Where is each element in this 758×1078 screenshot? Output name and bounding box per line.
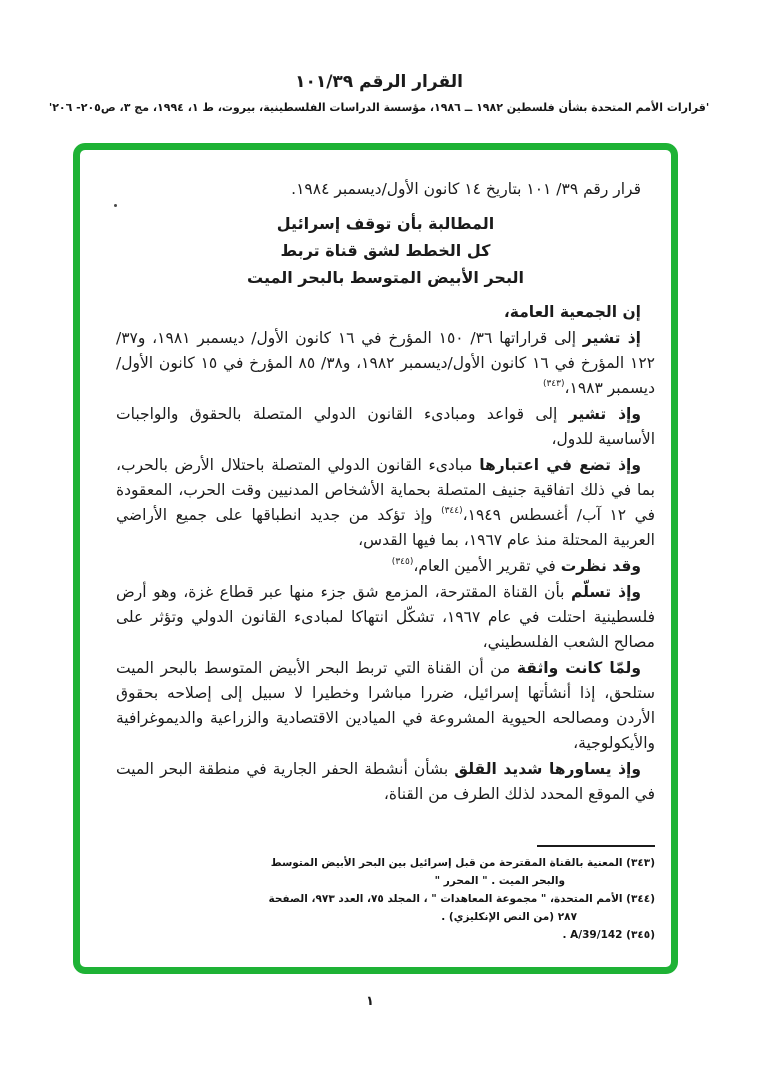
paragraph-considered-report (116, 554, 655, 579)
paragraph-lead: إن الجمعية العامة، (503, 303, 641, 321)
paragraph-recalling (116, 326, 655, 401)
footnote-ref: (٣٤٣) (542, 379, 565, 389)
green-annotation-frame (73, 143, 678, 974)
paragraph-lead: وإذ تضع في اعتبارها (479, 456, 641, 474)
paragraph-text: بأن القناة المقترحة، المزمع شق جزء منها عبر قطاع غزة، وهو أرض فلسطينية احتلت في عام ١٩٦٧، تشكّل انتهاكا لمبادىء القانون الدولي وتؤثر على مصالح الشعب الفلسطيني، (116, 583, 655, 651)
paragraph-recalling-principles (116, 402, 655, 452)
paragraph-text: في تقرير الأمين العام، (413, 557, 561, 575)
paragraph-lead: وإذ تسلّم (571, 583, 642, 601)
paragraph-lead: وإذ يساورها شديد القلق (454, 760, 641, 778)
footnote-344-line1: (٣٤٤) الأمم المتحدة، " مجموعة المعاهدات " ، المجلد ٧٥، العدد ٩٧٣، الصفحة (268, 893, 655, 905)
paragraph-lead: إذ تشير (582, 329, 641, 347)
resolution-body (116, 300, 655, 807)
resolution-title (116, 210, 655, 291)
footnote-separator (537, 845, 655, 847)
paragraph-text: إلى قراراتها ٣٦/ ١٥٠ المؤرخ في ١٦ كانون الأول/ ديسمبر ١٩٨١، و٣٧/ ١٢٢ المؤرخ في ١٦ كانون الأول/ديسمبر ١٩٨٢، و٣٨/ ٨٥ المؤرخ في ١٥ كانون الأول/ديسمبر ١٩٨٣، (116, 329, 656, 397)
footnotes-section (116, 845, 655, 944)
resolution-number-title: القرار الرقم ٣٩/‏١٠١ (295, 72, 463, 92)
paragraph-recognizing (116, 580, 655, 655)
paragraph-lead: ولمّا كانت واثقة (516, 659, 641, 677)
resolution-title-line: كل الخطط لشق قناة تربط (280, 241, 491, 260)
scan-artifact-dot (114, 204, 117, 207)
paragraph-lead: وقد نظرت (560, 557, 641, 575)
paragraph-opening (116, 300, 655, 325)
footnote-344-line2: ٢٨٧ (من النص الإنكليزي) . (441, 911, 577, 923)
paragraph-text: بشأن أنشطة الحفر الجارية في منطقة البحر الميت في الموقع المحدد لذلك الطرف من القناة، (116, 760, 655, 803)
source-citation-line: 'قرارات الأمم المتحدة بشأن فلسطين ١٩٨٢ ــ ١٩٨٦، مؤسسة الدراسات الفلسطينية، بيروت، ط ١، ١٩٩٤، مج ٣، ص٢٠٥- ٢٠٦' (48, 101, 710, 114)
resolution-title-line: البحر الأبيض المتوسط بالبحر الميت (247, 268, 524, 287)
paragraph-text: وإذ تؤكد من جديد انطباقها على جميع الأراضي العربية المحتلة منذ عام ١٩٦٧، بما فيها القدس، (116, 506, 655, 549)
paragraph-confident (116, 656, 655, 756)
footnote-ref: (٣٤٤) (441, 506, 463, 516)
resolution-title-line: المطالبة بأن توقف إسرائيل (276, 214, 495, 233)
resolution-date-line: قرار رقم ٣٩/ ١٠١ بتاريخ ١٤ كانون الأول/ديسمبر ١٩٨٤. (291, 180, 641, 198)
page-number: ١ (366, 994, 374, 1009)
paragraph-lead: وإذ تشير (568, 405, 641, 423)
footnote-343-line2: والبحر الميت . " المحرر " (434, 875, 565, 887)
paragraph-text: مبادىء القانون الدولي المتصلة باحتلال الأرض بالحرب، بما في ذلك اتفاقية جنيف المتصلة بحماية الأشخاص المدنيين وقت الحرب، المعقودة في ١٢ آب/ أغسطس ١٩٤٩، (116, 456, 655, 524)
document-header (0, 72, 758, 114)
footnote-343-line1: (٣٤٣) المعنية بالقناة المقترحة من قبل إسرائيل بين البحر الأبيض المتوسط (270, 857, 655, 869)
footnote-ref: (٣٤٥) (391, 557, 414, 567)
footnote-345-line: (٣٤٥) A/39/142 . (562, 929, 655, 941)
paragraph-bearing-in-mind (116, 453, 655, 553)
paragraph-text: إلى قواعد ومبادىء القانون الدولي المتصلة بالحقوق والواجبات الأساسية للدول، (116, 405, 655, 448)
paragraph-text: من أن القناة التي تربط البحر الأبيض المتوسط بالبحر الميت ستلحق، إذا أنشأتها إسرائيل، ضررا مباشرا وخطيرا لا سبيل إلى إصلاحه بحقوق الأردن ومصالحه الحيوية المشروعة في الميادين الاقتصادية والزراعية والديموغرافية والأيكولوجية، (116, 659, 655, 752)
paragraph-gravely-concerned (116, 757, 655, 807)
